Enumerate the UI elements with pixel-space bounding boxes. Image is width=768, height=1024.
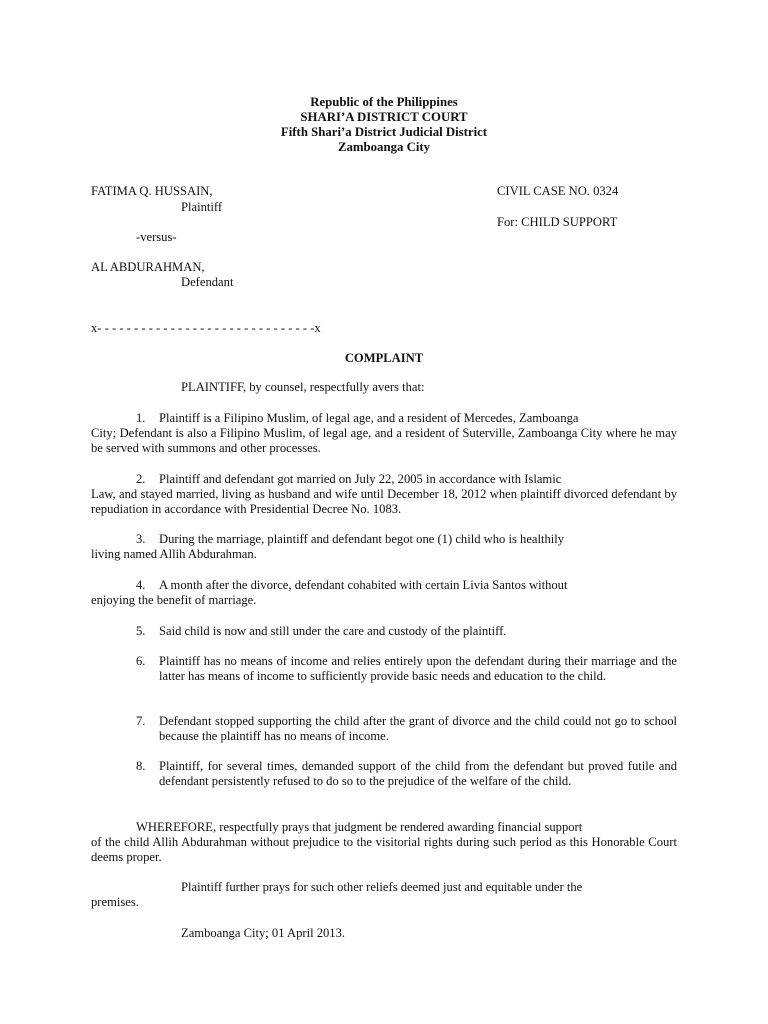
versus-label: -versus- — [136, 230, 177, 244]
header-district: Fifth Shari’a District Judicial District — [280, 125, 488, 139]
case-subject: For: CHILD SUPPORT — [497, 215, 618, 229]
allegation-number: 6. — [136, 654, 146, 668]
allegation-text: Plaintiff has no means of income and relies entirely upon the defendant during their marriage and the latter has means of income to sufficiently provide basic needs and education to the child. — [159, 654, 677, 683]
plaintiff-label: Plaintiff — [181, 200, 223, 214]
header-city: Zamboanga City — [337, 140, 431, 154]
defendant-label: Defendant — [181, 275, 234, 289]
allegation-continuation: living named Allih Abdurahman. — [91, 547, 257, 561]
allegation-first-line: A month after the divorce, defendant cohabited with certain Livia Santos without — [159, 578, 568, 592]
defendant-name: AL ABDURAHMAN, — [91, 260, 205, 274]
further-prayer-continuation: premises. — [91, 895, 139, 909]
complaint-title: COMPLAINT — [344, 351, 424, 365]
allegation-number: 3. — [136, 532, 146, 546]
caption-separator: x- - - - - - - - - - - - - - - - - - - - - - - - - - - - - -x — [91, 321, 321, 335]
intro-text: PLAINTIFF, by counsel, respectfully avers that: — [181, 380, 425, 394]
allegation-number: 2. — [136, 472, 146, 486]
header-court: SHARI’A DISTRICT COURT — [300, 110, 468, 124]
court-header — [0, 95, 768, 155]
allegation-number: 7. — [136, 714, 146, 728]
allegation-first-line: During the marriage, plaintiff and defendant begot one (1) child who is healthily — [159, 532, 565, 546]
allegation-number: 5. — [136, 624, 146, 638]
further-prayer-first-line: Plaintiff further prays for such other reliefs deemed just and equitable under the — [181, 880, 583, 894]
plaintiff-name: FATIMA Q. HUSSAIN, — [91, 184, 213, 198]
case-number: CIVIL CASE NO. 0324 — [497, 184, 619, 198]
prayer-first-line: WHEREFORE, respectfully prays that judgment be rendered awarding financial support — [136, 820, 583, 834]
allegation-text: Plaintiff, for several times, demanded support of the child from the defendant but proved futile and defendant persistently refused to do so to the prejudice of the welfare of the child. — [159, 759, 677, 788]
allegation-continuation: enjoying the benefit of marriage. — [91, 593, 257, 607]
header-republic: Republic of the Philippines — [310, 95, 458, 109]
date-line: Zamboanga City; 01 April 2013. — [181, 926, 346, 940]
allegation-number: 8. — [136, 759, 146, 773]
allegation-text: Defendant stopped supporting the child after the grant of divorce and the child could not go to school because the plaintiff has no means of income. — [159, 714, 677, 743]
allegation-first-line: Plaintiff is a Filipino Muslim, of legal age, and a resident of Mercedes, Zamboanga — [159, 411, 579, 425]
allegation-number: 4. — [136, 578, 146, 592]
allegation-continuation: Law, and stayed married, living as husband and wife until December 18, 2012 when plaintiff divorced defendant by repudiation in accordance with Presidential Decree No. 1083. — [91, 487, 677, 516]
prayer-continuation: of the child Allih Abdurahman without prejudice to the visitorial rights during such period as this Honorable Court deems proper. — [91, 835, 677, 864]
allegation-first-line: Plaintiff and defendant got married on July 22, 2005 in accordance with Islamic — [159, 472, 562, 486]
allegation-continuation: City; Defendant is also a Filipino Muslim, of legal age, and a resident of Suterville, Zamboanga City where he may be served with summons and other processes. — [91, 426, 677, 455]
allegation-text: Said child is now and still under the care and custody of the plaintiff. — [159, 624, 507, 638]
allegation-number: 1. — [136, 411, 146, 425]
